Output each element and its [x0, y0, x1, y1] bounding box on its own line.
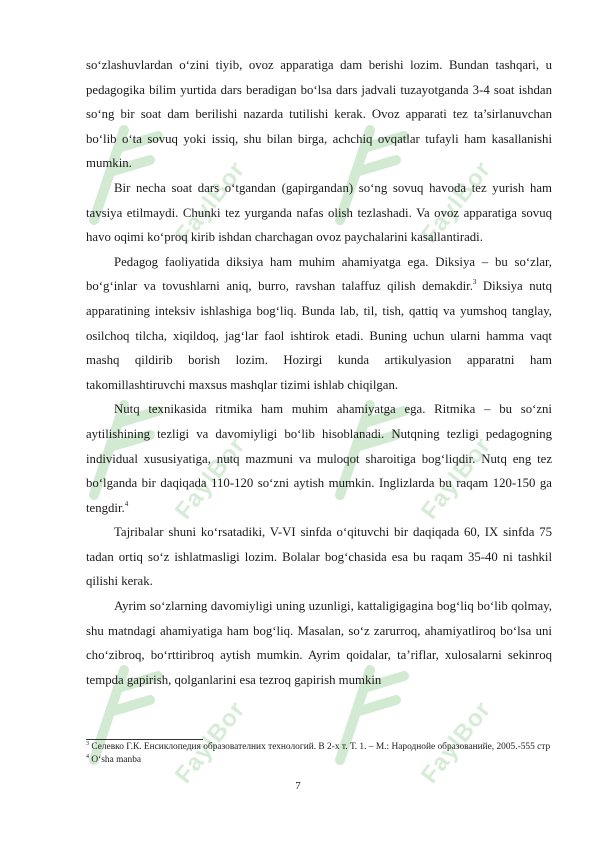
page-number: 7: [295, 780, 301, 792]
watermark-text: FaylBor: [416, 432, 497, 525]
footnote-ref[interactable]: 4: [124, 499, 129, 508]
watermark-text: FaylBor: [416, 156, 497, 249]
watermark-text: FaylBor: [170, 156, 251, 249]
footnote: $^4$ O‘sha manba: [86, 753, 142, 765]
watermark-text: FaylBor: [416, 696, 497, 789]
paragraph: Tajribalar shuni ko‘rsatadiki, V-VI sinfda o‘qituvchi bir daqiqada 60, IX sinfda 75 tadan ortiq so‘z ishlatmasligi lozim. Bolalar bog‘chasida esa bu raqam 35-40 ni tashkil qilishi kerak.: [86, 525, 552, 589]
footnotes: [86, 741, 552, 766]
paragraph: Nutq texnikasida ritmika ham muhim ahamiyatga ega. Ritmika – bu so‘zni aytilishining tezligi va davomiyligi bo‘lib hisoblanadi. Nutqning tezligi pedagogning individual xususiyatiga, nutq mazmuni va muloqot sharoitiga bog‘liqdir. Nutq eng tez bo‘lganda bir daqiqada 110-120 so‘zni aytish mumkin. Inglizlarda bu raqam 120-150 ga tengdir.$^4$: [86, 402, 552, 515]
paragraph: so‘zlashuvlardan o‘zini tiyib, ovoz apparatiga dam berishi lozim. Bundan tashqari, u pedagogika bilim yurtida dars beradigan bo‘lsa dars jadvali tuzayotganda 3-4 soat ishdan so‘ng bir soat dam berilishi nazarda tutilishi kerak. Ovoz apparati tez ta’sirlanuvchan bo‘lib o‘ta sovuq yoki issiq, shu bilan birga, achchiq ovqatlar tufayli ham kasallanishi mumkin.: [86, 58, 552, 171]
body-text: [86, 53, 552, 692]
watermark-text: FaylBor: [170, 696, 251, 789]
footnote-mark: 3: [86, 741, 89, 747]
paragraph: Pedagog faoliyatida diksiya ham muhim ahamiyatga ega. Diksiya – bu so‘zlar, bo‘g‘inlar va tovushlarni aniq, burro, ravshan talaffuz qilish demakdir.$^3$ Diksiya nutq apparatining inteksiv ishlashiga bog‘liq. Bunda lab, til, tish, qattiq va yumshoq tanglay, osilchoq tilcha, xiqildoq, jag‘lar faol ishtirok etadi. Buning uchun ularni hamma vaqt mashq qildirib borish lozim. Hozirgi kunda artikulyasion apparatni ham takomillashtiruvchi maxsus mashqlar tizimi ishlab chiqilgan.: [86, 254, 552, 392]
footnote-mark: 4: [86, 753, 89, 760]
paragraph: Bir necha soat dars o‘tgandan (gapirgandan) so‘ng sovuq havoda tez yurish ham tavsiya etilmaydi. Chunki tez yurganda nafas olish tezlashadi. Va ovoz apparatiga sovuq havo oqimi ko‘proq kirib ishdan charchagan ovoz paychalarini kasallantiradi.: [86, 180, 552, 245]
footnote-ref[interactable]: 3: [472, 278, 477, 287]
footnote-separator: [86, 739, 203, 740]
footnote: $^3$ Селевко Г.К. Енсиклопедия образователних технологий. В 2-х т. Т. 1. – М.: Народнойе образованийе, 2005.-555 стр: [86, 741, 551, 752]
paragraph: Ayrim so‘zlarning davomiyligi uning uzunligi, kattaligigagina bog‘liq bo‘lib qolmay, shu matndagi ahamiyatiga ham bog‘liq. Masalan, so‘z zarurroq, ahamiyatliroq bo‘lsa uni cho‘zibroq, bo‘rttiribroq aytish mumkin. Ayrim qoidalar, ta’riflar, xulosalarni sekinroq tempda gapirish, qolganlarini esa tezroq gapirish mumkin: [86, 599, 552, 687]
watermark-text: FaylBor: [170, 432, 251, 525]
